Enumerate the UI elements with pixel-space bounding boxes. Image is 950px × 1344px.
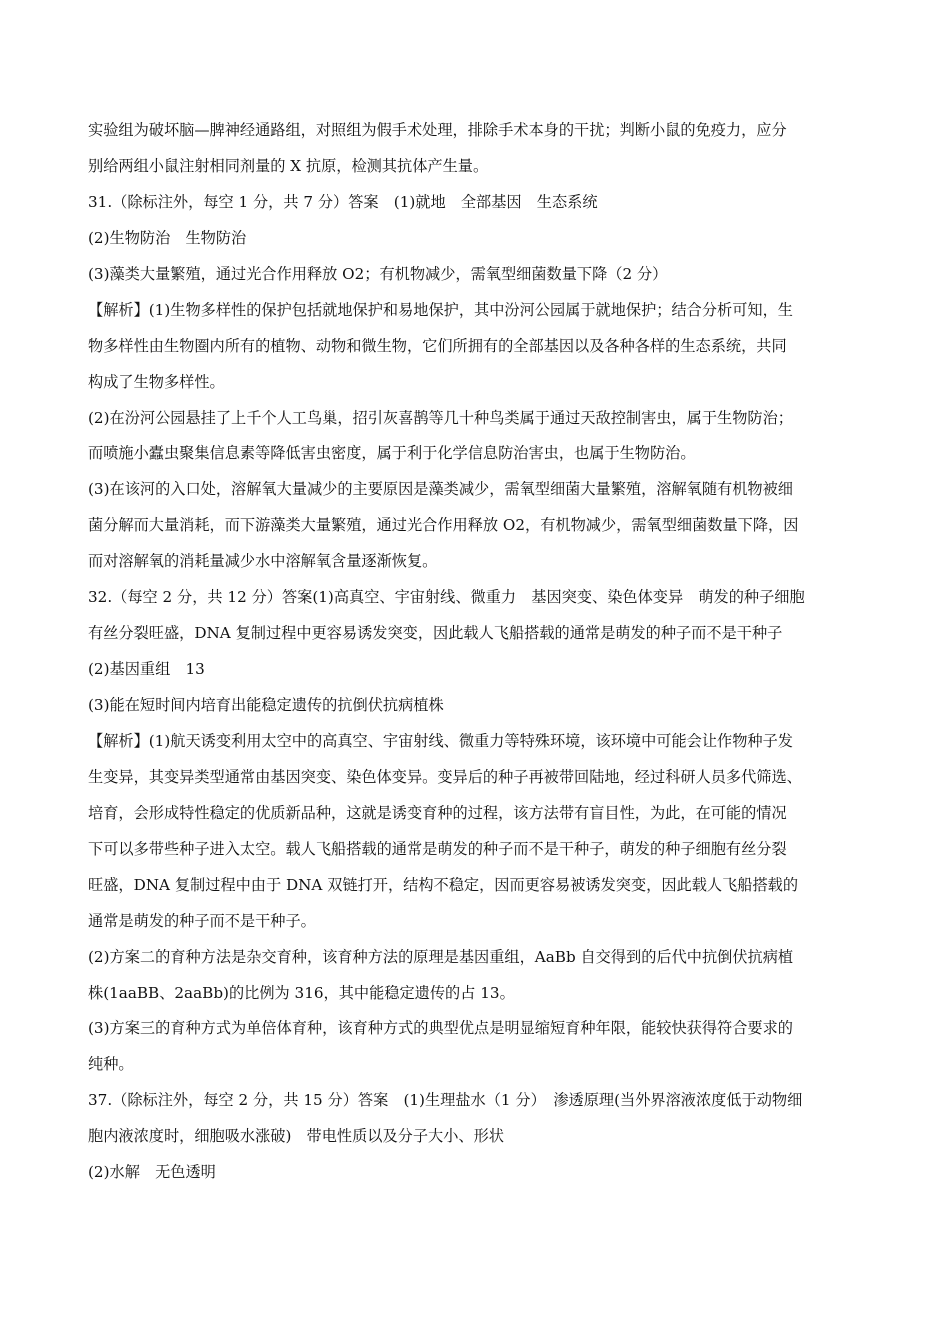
analysis-31-line-6: (3)在该河的入口处，溶解氧大量减少的主要原因是藻类减少，需氧型细菌大量繁殖，溶解氧随有机物被细 bbox=[88, 480, 793, 499]
analysis-32-line-5: 旺盛，DNA 复制过程中由于 DNA 双链打开，结构不稳定，因而更容易被诱发突变，因此载人飞船搭载的 bbox=[88, 875, 799, 894]
analysis-31-line-1: 【解析】(1)生物多样性的保护包括就地保护和易地保护，其中汾河公园属于就地保护；结合分析可知，生 bbox=[88, 300, 793, 319]
analysis-32-line-7: (2)方案二的育种方法是杂交育种，该育种方法的原理是基因重组，AaBb 自交得到的后代中抗倒伏抗病植 bbox=[88, 947, 794, 966]
answer-31-part-3: (3)藻类大量繁殖，通过光合作用释放 O2；有机物减少，需氧型细菌数量下降（2 分） bbox=[88, 264, 668, 283]
analysis-31-line-5: 而喷施小蠹虫聚集信息素等降低害虫密度，属于利于化学信息防治害虫，也属于生物防治。 bbox=[88, 444, 696, 463]
analysis-32-line-2: 生变异，其变异类型通常由基因突变、染色体变异。变异后的种子再被带回陆地，经过科研人员多代筛选、 bbox=[88, 767, 802, 786]
answer-37-line-2: 胞内液浓度时，细胞吸水涨破) 带电性质以及分子大小、形状 bbox=[88, 1127, 504, 1146]
analysis-32-line-6: 通常是萌发的种子而不是干种子。 bbox=[88, 911, 316, 930]
analysis-31-line-4: (2)在汾河公园悬挂了上千个人工鸟巢，招引灰喜鹊等几十种鸟类属于通过天敌控制害虫，属于生物防治； bbox=[88, 408, 793, 427]
answer-32-heading: 32.（每空 2 分，共 12 分）答案(1)高真空、宇宙射线、微重力 基因突变、染色体变异 萌发的种子细胞 bbox=[88, 588, 805, 607]
text-line-2: 别给两组小鼠注射相同剂量的 X 抗原，检测其抗体产生量。 bbox=[88, 156, 489, 175]
analysis-31-line-3: 构成了生物多样性。 bbox=[88, 372, 225, 391]
analysis-32-line-9: (3)方案三的育种方式为单倍体育种，该育种方式的典型优点是明显缩短育种年限，能较快获得符合要求的 bbox=[88, 1019, 793, 1038]
answer-37-part-2: (2)水解 无色透明 bbox=[88, 1163, 216, 1182]
analysis-32-line-10: 纯种。 bbox=[88, 1055, 134, 1074]
answer-32-line-2: 有丝分裂旺盛，DNA 复制过程中更容易诱发突变，因此载人飞船搭载的通常是萌发的种子而不是干种子 bbox=[88, 624, 783, 643]
analysis-32-line-8: 株(1aaBB、2aaBb)的比例为 316，其中能稳定遗传的占 13。 bbox=[88, 983, 515, 1002]
analysis-31-line-2: 物多样性由生物圈内所有的植物、动物和微生物，它们所拥有的全部基因以及各种各样的生态系统，共同 bbox=[88, 336, 787, 355]
document-body bbox=[88, 113, 864, 1191]
analysis-32-line-3: 培育，会形成特性稳定的优质新品种，这就是诱变育种的过程，该方法带有盲目性，为此，在可能的情况 bbox=[88, 803, 787, 822]
text-line-1: 实验组为破坏脑—脾神经通路组，对照组为假手术处理，排除手术本身的干扰；判断小鼠的免疫力，应分 bbox=[88, 121, 787, 139]
analysis-31-line-7: 菌分解而大量消耗，而下游藻类大量繁殖，通过光合作用释放 O2，有机物减少，需氧型细菌数量下降，因 bbox=[88, 516, 799, 535]
answer-37-heading: 37.（除标注外，每空 2 分，共 15 分）答案 (1)生理盐水（1 分） 渗透原理(当外界溶液浓度低于动物细 bbox=[88, 1091, 803, 1110]
answer-32-part-3: (3)能在短时间内培育出能稳定遗传的抗倒伏抗病植株 bbox=[88, 696, 444, 714]
answer-31-heading: 31.（除标注外，每空 1 分，共 7 分）答案 (1)就地 全部基因 生态系统 bbox=[88, 192, 598, 211]
answer-32-part-2: (2)基因重组 13 bbox=[88, 660, 205, 679]
analysis-32-line-1: 【解析】(1)航天诱变利用太空中的高真空、宇宙射线、微重力等特殊环境，该环境中可能会让作物种子发 bbox=[88, 731, 793, 750]
answer-31-part-2: (2)生物防治 生物防治 bbox=[88, 228, 247, 247]
analysis-32-line-4: 下可以多带些种子进入太空。载人飞船搭载的通常是萌发的种子而不是干种子，萌发的种子细胞有丝分裂 bbox=[88, 839, 787, 858]
analysis-31-line-8: 而对溶解氧的消耗量减少水中溶解氧含量逐渐恢复。 bbox=[88, 552, 438, 571]
